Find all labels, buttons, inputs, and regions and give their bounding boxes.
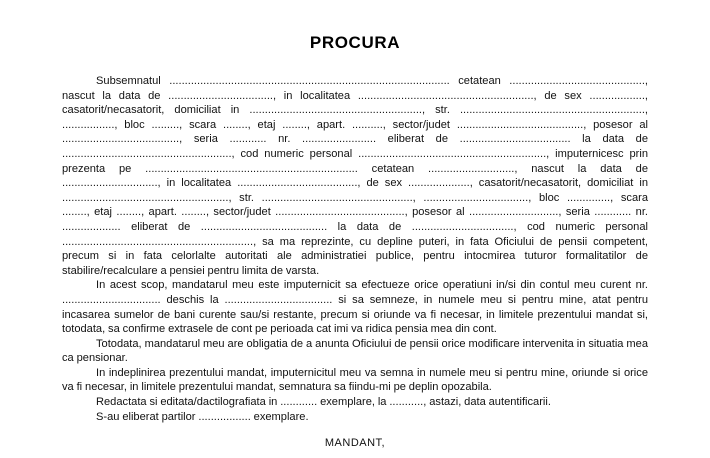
document-body bbox=[62, 74, 648, 424]
page-title: PROCURA bbox=[309, 33, 401, 52]
paragraph-account-powers: In acest scop, mandatarul meu este imputernicit sa efectueze orice operatiuni in/si din contul meu curent nr. ................................ deschis la ................................... si sa semneze, in numele meu si pentru mine, atat pentru incasarea sumelor de bani curente sau/si restante, precum si oriunde va fi necesar, in limitele prezentului mandat si, totodata, sa confirme extrasele de cont pe perioada cat imi va ridica pensia mea din cont. bbox=[62, 279, 648, 336]
signatory-label: MANDANT, bbox=[324, 437, 386, 450]
paragraph-copies-released: S-au eliberat partilor ................. exemplare. bbox=[96, 410, 309, 423]
paragraph-notification-duty: Totodata, mandatarul meu are obligatia de a anunta Oficiului de pensii orice modificare intervenita in situatia mea ca pensionar. bbox=[62, 337, 648, 365]
paragraph-copies-drafted: Redactata si editata/dactilografiata in ............ exemplare, la ..........., astazi, data autentificarii. bbox=[96, 396, 551, 409]
paragraph-identification: Subsemnatul ........................................................................................... cetatean ............................................, nascut la data de .................................., in localitatea ........................................................., de sex .................., casatorit/necasatorit, domiciliat in ........................................................, str. ............................................................, ................., bloc ........., scara ........, etaj ........, apart. .........., sector/judet ........................................., posesor al ......................................, seria ............ nr. ........................ eliberat de .................................... la data de ......................................................., cod numeric personal ............................................................., imputernicesc prin prezenta pe ..................................................................... cetatean ............................, nascut la data de ..............................., in localitatea ......................................., de sex ...................., casatorit/necasatorit, domiciliat in ......................................................, str. ................................................., .................................., bloc .............., scara ........, etaj ........, apart. ........, sector/judet .........................................., posesor al ............................., seria ............ nr. ................... eliberat de ......................................... la data de ................................., cod numeric personal .............................................................., sa ma reprezinte, cu depline puteri, in fata Oficiului de pensii competent, precum si in fata celorlalte autoritati ale administratiei publice, pentru intocmirea tuturor formalitatilor de stabilire/recalculare a pensiei pentru limita de varsta. bbox=[62, 75, 648, 277]
paragraph-signature-authority: In indeplinirea prezentului mandat, imputernicitul meu va semna in numele meu si pentru mine, oriunde si orice va fi necesar, in limitele prezentului mandat, semnatura sa fiindu-mi pe deplin opozabila. bbox=[62, 366, 648, 394]
